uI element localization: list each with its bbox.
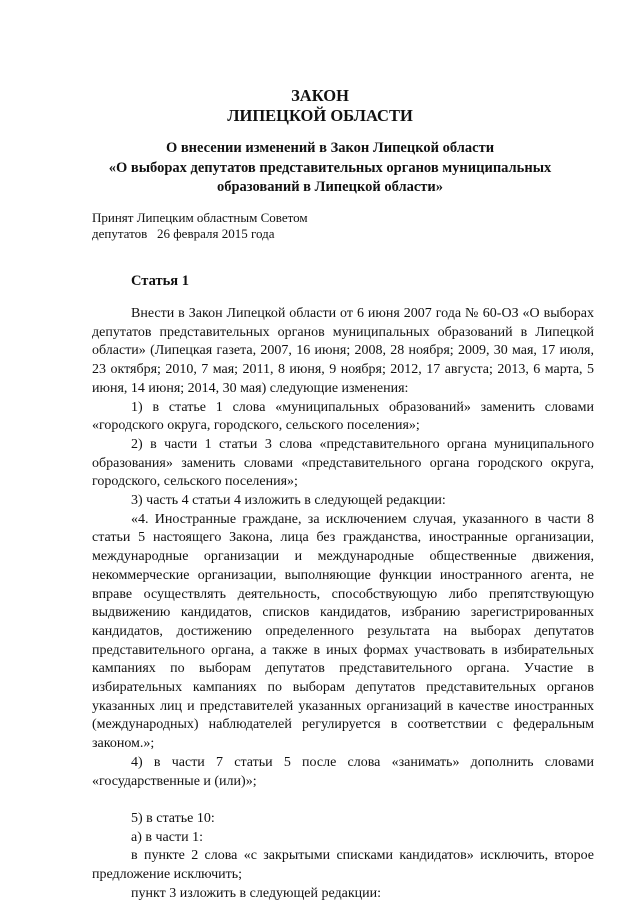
paragraph-item-1: 1) в статье 1 слова «муниципальных образований» заменить словами «городского округа, городского, сельского поселения»;	[92, 399, 594, 434]
article-body	[92, 305, 594, 903]
paragraph-intro: Внести в Закон Липецкой области от 6 июня 2007 года № 60-ОЗ «О выборах депутатов представительных органов муниципальных образований в Липецкой области» (Липецкая газета, 2007, 16 июня; 2008, 28 ноября; 2009, 30 мая, 17 июля, 23 октября; 2010, 7 мая; 2011, 8 июня, 9 ноября; 2012, 17 августа; 2013, 6 марта, 5 июня, 14 июня; 2014, 30 мая) следующие изменения:	[92, 306, 594, 396]
paragraph-item-3: 3) часть 4 статьи 4 изложить в следующей редакции:	[131, 493, 446, 509]
subtitle-line: «О выборах депутатов представительных органов муниципальных	[108, 159, 552, 176]
paragraph-item-4: 4) в части 7 статьи 5 после слова «занимать» дополнить словами «государственные и (или)»;	[92, 754, 594, 789]
subtitle-line: О внесении изменений в Закон Липецкой области	[165, 140, 495, 156]
paragraph-item-5: 5) в статье 10:	[131, 810, 215, 826]
region-heading: ЛИПЕЦКОЙ ОБЛАСТИ	[227, 106, 413, 125]
adoption-note	[92, 210, 308, 242]
law-subtitle	[60, 139, 600, 198]
subtitle-line: образований в Липецкой области»	[216, 179, 444, 195]
paragraph-point-2: в пункте 2 слова «с закрытыми списками кандидатов» исключить, второе предложение исключить;	[92, 848, 594, 883]
adoption-line: депутатов 26 февраля 2015 года	[92, 226, 275, 241]
article-title: Статья 1	[131, 273, 189, 289]
law-heading: ЗАКОН	[291, 86, 349, 105]
paragraph-quote-4: «4. Иностранные граждане, за исключением случая, указанного в части 8 статьи 5 настоящего Закона, лица без гражданства, иностранные организации, международные организации и международные общественные движения, некоммерческие организации, выполняющие функции иностранного агента, не вправе осуществлять деятельность, способствующую либо препятствующую выдвижению кандидатов, списков кандидатов, избранию зарегистрированных кандидатов, достижению определенного результата на выборах депутатов представительного органа, а также в иных формах участвовать в избирательных кампаниях по выборам депутатов представительного органа. Участие в избирательных кампаниях по выборам депутатов представительных органов указанных лиц и представителей указанных организаций в качестве иностранных (международных) наблюдателей регулируется в соответствии с федеральным законом.»;	[92, 511, 594, 752]
paragraph-point-3: пункт 3 изложить в следующей редакции:	[131, 885, 381, 901]
paragraph-sub-a: а) в части 1:	[131, 829, 203, 845]
adoption-line: Принят Липецким областным Советом	[92, 210, 308, 225]
paragraph-item-2: 2) в части 1 статьи 3 слова «представительного органа муниципального образования» заменить словами «представительного органа городского округа, городского, сельского поселения»;	[92, 436, 594, 490]
